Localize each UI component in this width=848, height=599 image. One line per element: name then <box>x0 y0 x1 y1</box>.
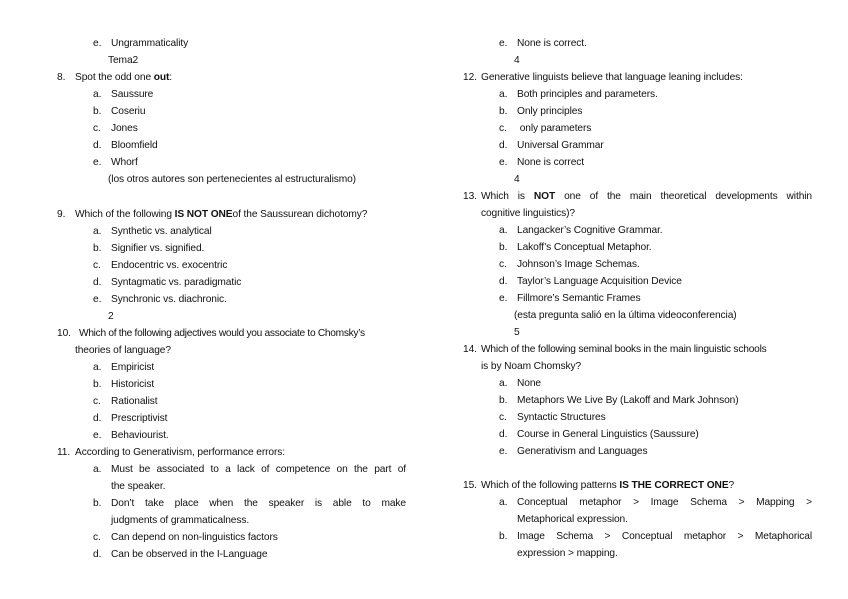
option-text: Synthetic vs. analytical <box>111 226 212 237</box>
option-text: Bloomfield <box>111 140 158 151</box>
answer-note: (los otros autores son pertenecientes al estructuralismo) <box>108 174 356 185</box>
question-13-text-cont: cognitive linguistics)? <box>481 208 575 219</box>
option-text: None <box>517 378 541 389</box>
option-letter: e. <box>93 157 102 168</box>
option-letter: d. <box>93 549 102 560</box>
option-text: Both principles and parameters. <box>517 89 658 100</box>
question-12-text: Generative linguists believe that language leaning includes: <box>481 72 743 83</box>
option-letter: c. <box>499 259 507 270</box>
option-text: Ungrammaticality <box>111 38 189 49</box>
option-letter: a. <box>499 497 508 508</box>
option-text: Rationalist <box>111 396 158 407</box>
option-text: Conceptual metaphor > Image Schema > Mapping > <box>517 497 812 508</box>
option-letter: a. <box>93 362 102 373</box>
option-text: Universal Grammar <box>517 140 604 151</box>
option-text: Behaviourist. <box>111 430 169 441</box>
question-number: 10. <box>57 328 71 339</box>
option-letter: d. <box>93 413 102 424</box>
option-letter: e. <box>93 430 102 441</box>
option-text: Generativism and Languages <box>517 446 648 457</box>
option-letter: b. <box>93 498 102 509</box>
option-letter: c. <box>499 123 507 134</box>
option-text: Can depend on non-linguistics factors <box>111 532 278 543</box>
option-text: Lakoff’s Conceptual Metaphor. <box>517 242 652 253</box>
question-number: 9. <box>57 209 66 220</box>
option-letter: e. <box>93 38 102 49</box>
option-letter: b. <box>499 106 508 117</box>
option-letter: b. <box>499 531 508 542</box>
option-text: Metaphors We Live By (Lakoff and Mark Johnson) <box>517 395 739 406</box>
question-10-text: Which of the following adjectives would you associate to Chomsky’s <box>79 328 365 339</box>
option-letter: c. <box>93 396 101 407</box>
option-letter: a. <box>93 226 102 237</box>
option-letter: a. <box>499 378 508 389</box>
option-letter: a. <box>93 89 102 100</box>
option-letter: e. <box>499 157 508 168</box>
answer-number: 4 <box>514 55 520 66</box>
question-number: 8. <box>57 72 66 83</box>
option-letter: e. <box>499 38 508 49</box>
option-text: Syntactic Structures <box>517 412 606 423</box>
option-text: only parameters <box>517 123 592 134</box>
question-number: 11. <box>57 447 71 458</box>
question-8-text: Spot the odd one out: <box>75 72 173 83</box>
option-letter: b. <box>499 395 508 406</box>
option-text: Can be observed in the I-Language <box>111 549 268 560</box>
question-number: 13. <box>463 191 477 202</box>
option-letter: c. <box>93 123 101 134</box>
question-number: 14. <box>463 344 477 355</box>
option-letter: c. <box>499 412 507 423</box>
option-letter: d. <box>499 140 508 151</box>
option-letter: b. <box>93 106 102 117</box>
option-text: Johnson’s Image Schemas. <box>517 259 640 270</box>
option-letter: c. <box>93 532 101 543</box>
option-text-cont: Metaphorical expression. <box>517 514 628 525</box>
option-text: Whorf <box>111 157 138 168</box>
question-11-text: According to Generativism, performance errors: <box>75 447 285 458</box>
option-text: Historicist <box>111 379 155 390</box>
option-text: Image Schema > Conceptual metaphor > Metaphorical <box>517 531 812 542</box>
option-letter: c. <box>93 260 101 271</box>
option-text-cont: expression > mapping. <box>517 548 618 559</box>
topic-label: Tema2 <box>108 55 139 66</box>
option-text: None is correct <box>517 157 585 168</box>
question-9-text: Which of the following IS NOT ONEof the Saussurean dichotomy? <box>75 209 368 220</box>
option-letter: d. <box>93 140 102 151</box>
answer-number: 2 <box>108 311 114 322</box>
option-text: Jones <box>111 123 138 134</box>
option-text: Coseriu <box>111 106 146 117</box>
option-letter: e. <box>93 294 102 305</box>
question-14-text: Which of the following seminal books in the main linguistic schools <box>481 344 767 355</box>
option-letter: b. <box>93 379 102 390</box>
answer-number: 5 <box>514 327 520 338</box>
option-text: Signifier vs. signified. <box>111 243 205 254</box>
option-letter: e. <box>499 293 508 304</box>
option-letter: b. <box>93 243 102 254</box>
option-text: None is correct. <box>517 38 587 49</box>
option-letter: a. <box>499 225 508 236</box>
option-text: Taylor’s Language Acquisition Device <box>517 276 682 287</box>
question-13-text: Which is NOT one of the main theoretical developments within <box>481 191 812 202</box>
question-number: 15. <box>463 480 477 491</box>
option-letter: d. <box>93 277 102 288</box>
option-text: Saussure <box>111 89 154 100</box>
option-letter: a. <box>499 89 508 100</box>
option-text: Fillmore’s Semantic Frames <box>517 293 641 304</box>
option-text: Only principles <box>517 106 583 117</box>
option-text: Langacker’s Cognitive Grammar. <box>517 225 663 236</box>
option-letter: a. <box>93 464 102 475</box>
option-text: Prescriptivist <box>111 413 168 424</box>
question-14-text-cont: is by Noam Chomsky? <box>481 361 582 372</box>
option-letter: d. <box>499 276 508 287</box>
option-text: Don’t take place when the speaker is able to make <box>111 498 406 509</box>
option-letter: d. <box>499 429 508 440</box>
question-number: 12. <box>463 72 477 83</box>
option-text: Course in General Linguistics (Saussure) <box>517 429 699 440</box>
option-text: Empiricist <box>111 362 155 373</box>
option-text-cont: the speaker. <box>111 481 166 492</box>
question-10-text-cont: theories of language? <box>75 345 171 356</box>
answer-note: (esta pregunta salió en la última videoconferencia) <box>514 310 737 321</box>
answer-number: 4 <box>514 174 520 185</box>
question-15-text: Which of the following patterns IS THE CORRECT ONE? <box>481 480 735 491</box>
option-letter: b. <box>499 242 508 253</box>
option-text-cont: judgments of grammaticalness. <box>111 515 250 526</box>
option-text: Must be associated to a lack of competence on the part of <box>111 464 406 475</box>
option-text: Synchronic vs. diachronic. <box>111 294 227 305</box>
option-text: Endocentric vs. exocentric <box>111 260 228 271</box>
option-text: Syntagmatic vs. paradigmatic <box>111 277 242 288</box>
option-letter: e. <box>499 446 508 457</box>
